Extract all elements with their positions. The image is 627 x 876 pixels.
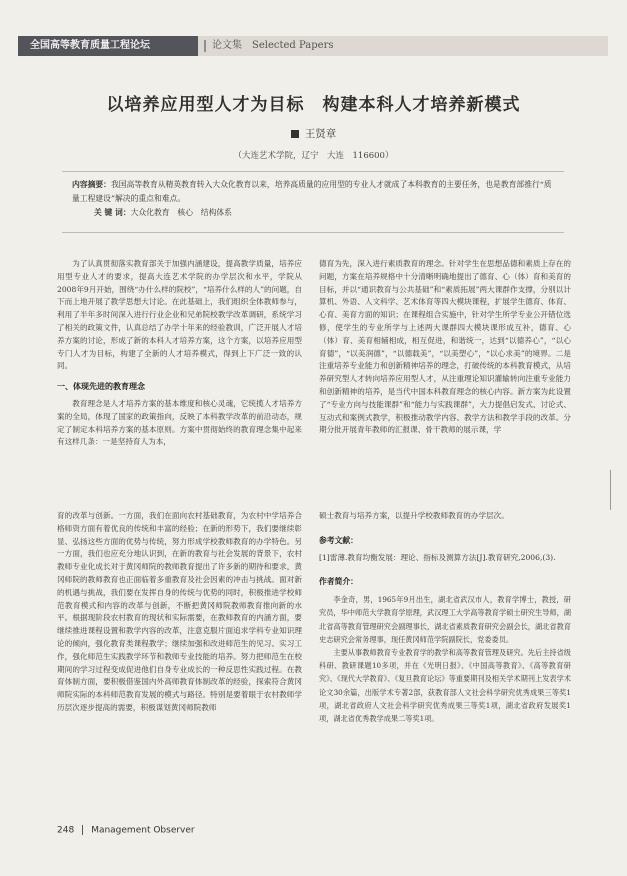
body-column-3: [57, 510, 302, 810]
footer-journal: Management Observer: [91, 825, 195, 836]
abstract-label: 内容摘要：: [72, 180, 111, 189]
author-bio-heading: 作者简介：: [319, 577, 358, 587]
author-bio-paragraph-2: 主要从事教师教育专业教育学的教学和高等教育管理及研究。先后主持省级科研、教研课题10多项，并在《光明日报》、《中国高等教育》、《高等教育研究》、《现代大学教育》、《复旦教育论坛》等重要期刊及相关学术期刊上发表学术论文30余篇，出版学术专著2部，获教育部人文社会科学研究优秀成果三等奖1项，湖北省政府人文社会科学研究优秀成果三等奖1项，湖北省政府发展奖1项，湖北省优秀教学成果二等奖1项。: [319, 648, 571, 724]
page-number: 248: [57, 825, 75, 836]
author-bio-paragraph-1: 李金奇，男，1965年9月出生，湖北省武汉市人，教育学博士，教授，研究员，华中师范大学教育学原理，武汉理工大学高等教育学硕士研究生导师，湖北省高等教育管理研究会副理事长，湖北省素质教育研究会副会长，湖北省教育史志研究会常务理事，现任黄冈师范学院副院长，党委委员。: [319, 595, 571, 644]
header-divider: [204, 40, 206, 52]
abstract: [72, 178, 554, 206]
running-header: [18, 36, 608, 56]
page-footer: [57, 825, 195, 836]
keywords: [72, 206, 554, 220]
body-column-4: [319, 510, 571, 810]
section-label-cn: 论文集: [212, 40, 242, 51]
square-bullet-icon: [291, 130, 299, 138]
section-label: [212, 36, 343, 56]
body-column-2: [319, 258, 571, 498]
article-author: [0, 126, 627, 141]
article-title: 以培养应用型人才为目标 构建本科人才培养新模式: [106, 95, 521, 115]
keywords-text: 大众化教育 核心 结构体系: [130, 208, 232, 217]
column-3-paragraph: 育的改革与创新。一方面，我们在面向农村基础教育，为农村中学培养合格师资方面有着优良的传统和丰富的经验；在新的形势下，我们要继续彰显、弘扬这些方面的优势与传统，努力形成学校教师教育的办学特色。另一方面，我们也应充分地认识到，在新的教育与社会发展的背景下，农村教师专业化成长对于黄冈师院的教师教育提出了许多新的期待和要求，黄冈师院的教师教育也正面临着多重教育及社会因素的冲击与挑战。面对新的机遇与挑战，我们要在发挥自身的传统与优势的同时，积极推进学校师范教育模式和内容的改革与创新，不断把黄冈师院教师教育推向新的水平。根据现阶段农村教育的现状和实际需要，在教师教育的内涵方面，要继续推进课程设置和教学内容的改革，注意克服片面追求学科专业知识理论的倾向，强化教育类课程教学；继续加强和改进师范生的见习、实习工作，强化师范生实践教学环节和教师专业技能的培养。努力把师范生在校期间的学习过程变成促进他们自身专业成长的一种反思性实践过程。在教育体制方面，要积极借鉴国内外高师教育体制改革的经验，探索符合黄冈师院实际的本科师范教育发展的模式与路径。特别是要着眼于农村教师学历层次逐步提高的需要，积极谋划黄冈师院教师: [57, 511, 302, 712]
margin-binding-mark: [610, 470, 617, 510]
abstract-text: 我国高等教育从精英教育转入大众化教育以来，培养高质量的应用型的专业人才就成了本科教育的主要任务，也是教育部推行“质量工程建设”解决的重点和难点。: [72, 180, 552, 203]
author-name: 王贤章: [304, 128, 337, 140]
keywords-label: 关 键 词：: [94, 208, 131, 217]
section-heading-1: 一、体现先进的教育理念: [57, 382, 145, 392]
intro-paragraph: 为了认真贯彻落实教育部关于加强内涵建设，提高教学质量，培养应用型专业人才的要求，提高大连艺术学院的办学层次和水平，学院从2008年9月开始，围绕“办什么样的院校”，“培养什么样的人”的问题，自下而上地开展了教学思想大讨论。在此基础上，我们组织全体教师参与，利用了半年多时间深入进行行业企业和兄弟院校教学改革调研，系统学习了相关的政策文件，认真总结了办学十年来的经验教训，广泛开展人才培养方案的讨论，形成了新的本科人才培养方案，这个方案，以培养应用型专门人才为目标，构建了全新的人才培养模式，得到上下广泛一致的认同。: [57, 259, 302, 371]
section-label-en: Selected Papers: [252, 40, 334, 51]
reference-item: [1]雷薄.教育均衡发展：理论、指标及测算方法[J].教育研究,2006,(3).: [319, 552, 556, 562]
abstract-top-rule: [62, 171, 564, 172]
abstract-bottom-rule: [62, 232, 564, 233]
footer-divider: [82, 825, 83, 835]
author-affiliation: （大连艺术学院，辽宁 大连 116600）: [233, 151, 394, 161]
section-1-paragraph: 教育理念是人才培养方案的基本维度和核心灵魂，它统揽人才培养方案的全局，体现了国家的政策指向，反映了本科教学改革的前沿动态，规定了制定本科培养方案的基本原则。方案中贯彻始终的教育理念集中起来有这样几条：一是坚持育人为本，: [57, 398, 302, 447]
body-column-1: [57, 258, 302, 498]
column-4-paragraph: 硕士教育与培养方案，以提升学校教师教育的办学层次。: [319, 511, 509, 520]
references-heading: 参考文献：: [319, 535, 358, 545]
column-2-paragraph: 德育为先，深入进行素质教育的理念。针对学生在思想品德和素质上存在的问题，方案在培养规格中十分清晰明确地提出了德育、心（体）育和美育的目标，并以“通识教育与公共基础”和“素质拓展”两大课群作支撑，分别以计算机、外语、人文科学、艺术体育等四大模块课程，扩展学生德育、体育、心育、美育方面的知识；在课程组合实施中，针对学生所学专业公开错位选修，使学生的专业所学与上述两大课群四大模块课形成互补，德育、心（体）育、美育相辅相成，相互促进，和谐统一，达到“以德养心”，“以心育德”，“以美润德”，“以德载美”，“以美塑心”，“以心求美”的境界。二是注重培养专业能力和创新精神培养的理念，打破传统的本科教育模式，从培养研究型人才转向培养应用型人才，从注重理论知识灌输转向注重专业能力和创新精神的培养，是当代中国本科教育理念的核心内容。新方案为此设置了“专业方向与技能课群”和“能力与实践课群”，大力提倡启发式、讨论式、互动式和案例式教学，积极推动教学内容、教学方法和教学手段的改革。分期分批开展青年教师的汇报课、骨干教师的展示课，学: [319, 259, 571, 435]
abstract-block: [72, 178, 554, 220]
journal-name: 全国高等教育质量工程论坛: [18, 36, 198, 56]
